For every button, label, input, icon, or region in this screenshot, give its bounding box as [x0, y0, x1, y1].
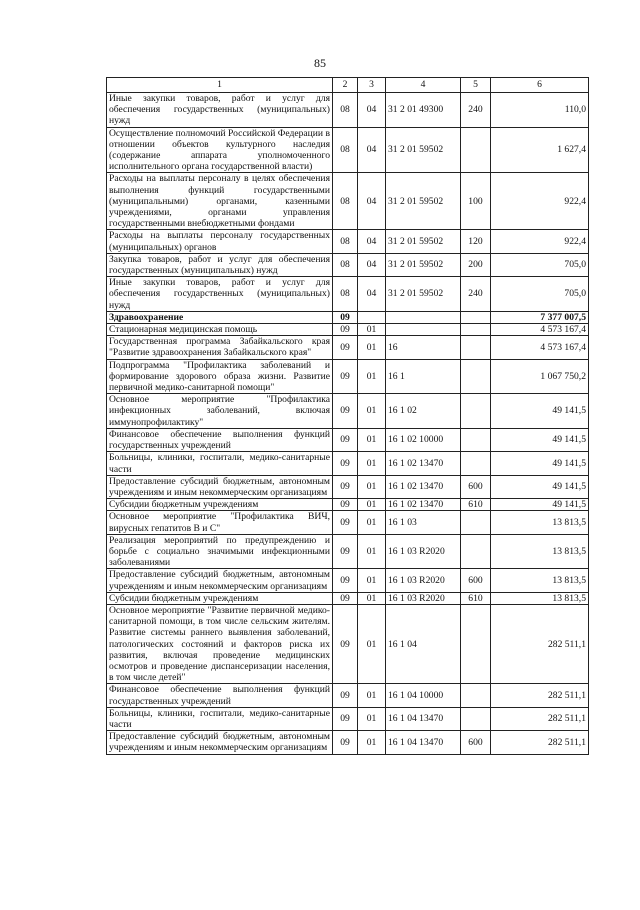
table-row: [107, 311, 589, 323]
row-amount: 922,4: [491, 230, 589, 253]
row-name: Предоставление субсидий бюджетным, автономным учреждениям и иным некоммерческим организациям: [107, 475, 333, 498]
header-cell-4: 4: [386, 78, 461, 93]
row-expense-type: [461, 684, 491, 707]
row-subsection: 01: [358, 684, 386, 707]
row-amount: 49 141,5: [491, 499, 589, 511]
row-amount: 1 067 750,2: [491, 359, 589, 394]
row-target-code: 31 2 01 59502: [386, 277, 461, 312]
row-subsection: 01: [358, 534, 386, 569]
row-section: 08: [333, 93, 358, 128]
row-target-code: 16 1 02 13470: [386, 499, 461, 511]
row-section: 09: [333, 511, 358, 534]
row-subsection: [358, 311, 386, 323]
row-target-code: [386, 311, 461, 323]
row-subsection: 01: [358, 324, 386, 336]
row-name: Субсидии бюджетным учреждениям: [107, 499, 333, 511]
row-target-code: 16 1 04 13470: [386, 707, 461, 730]
row-expense-type: [461, 604, 491, 683]
row-amount: 705,0: [491, 277, 589, 312]
row-target-code: 16 1 02 10000: [386, 428, 461, 451]
row-amount: 282 511,1: [491, 684, 589, 707]
row-section: 09: [333, 684, 358, 707]
budget-table: [106, 77, 589, 755]
row-section: 09: [333, 592, 358, 604]
header-cell-1: 1: [107, 78, 333, 93]
row-subsection: 01: [358, 592, 386, 604]
row-amount: 13 813,5: [491, 511, 589, 534]
row-amount: 1 627,4: [491, 127, 589, 173]
table-row: [107, 230, 589, 253]
row-name: Основное мероприятие "Профилактика ВИЧ, вирусных гепатитов В и С": [107, 511, 333, 534]
row-section: 08: [333, 127, 358, 173]
row-expense-type: [461, 452, 491, 475]
row-amount: 282 511,1: [491, 604, 589, 683]
row-name: Предоставление субсидий бюджетным, автономным учреждениям и иным некоммерческим организациям: [107, 731, 333, 754]
table-row: [107, 604, 589, 683]
row-subsection: 01: [358, 511, 386, 534]
row-subsection: 01: [358, 452, 386, 475]
header-cell-6: 6: [491, 78, 589, 93]
row-expense-type: 600: [461, 569, 491, 592]
row-section: 09: [333, 499, 358, 511]
table-row: [107, 731, 589, 754]
row-amount: 4 573 167,4: [491, 336, 589, 359]
table-row: [107, 394, 589, 429]
row-expense-type: 120: [461, 230, 491, 253]
row-target-code: 16 1 03 R2020: [386, 592, 461, 604]
table-row: [107, 511, 589, 534]
row-section: 08: [333, 277, 358, 312]
row-amount: 282 511,1: [491, 731, 589, 754]
table-row: [107, 93, 589, 128]
table-header-row: [107, 78, 589, 93]
row-name: Иные закупки товаров, работ и услуг для обеспечения государственных (муниципальных) нужд: [107, 93, 333, 128]
row-subsection: 04: [358, 93, 386, 128]
row-expense-type: [461, 707, 491, 730]
row-target-code: 16 1 03 R2020: [386, 569, 461, 592]
row-target-code: 16 1 04 10000: [386, 684, 461, 707]
row-section: 09: [333, 475, 358, 498]
row-expense-type: 200: [461, 253, 491, 276]
row-expense-type: [461, 127, 491, 173]
page-number: 85: [314, 56, 326, 70]
row-name: Расходы на выплаты персоналу в целях обеспечения выполнения функций государственными (муниципальными) органами, казенными учреждениями, органами управления государственными внебюджетными фондами: [107, 173, 333, 230]
row-name: Больницы, клиники, госпитали, медико-санитарные части: [107, 707, 333, 730]
row-section: 08: [333, 230, 358, 253]
row-target-code: 16 1 02: [386, 394, 461, 429]
row-expense-type: 240: [461, 277, 491, 312]
row-target-code: [386, 324, 461, 336]
row-name: Иные закупки товаров, работ и услуг для обеспечения государственных (муниципальных) нужд: [107, 277, 333, 312]
row-subsection: 01: [358, 731, 386, 754]
row-name: Закупка товаров, работ и услуг для обеспечения государственных (муниципальных) нужд: [107, 253, 333, 276]
row-name: Здравоохранение: [107, 311, 333, 323]
row-expense-type: 600: [461, 475, 491, 498]
row-section: 09: [333, 707, 358, 730]
row-expense-type: 610: [461, 592, 491, 604]
row-target-code: 16 1 02 13470: [386, 452, 461, 475]
row-section: 09: [333, 324, 358, 336]
table-row: [107, 428, 589, 451]
row-amount: 7 377 007,5: [491, 311, 589, 323]
row-section: 09: [333, 569, 358, 592]
row-name: Финансовое обеспечение выполнения функций государственных учреждений: [107, 428, 333, 451]
table-row: [107, 277, 589, 312]
row-subsection: 01: [358, 428, 386, 451]
table-row: [107, 499, 589, 511]
row-expense-type: [461, 428, 491, 451]
row-name: Государственная программа Забайкальского края "Развитие здравоохранения Забайкальского края": [107, 336, 333, 359]
row-section: 09: [333, 604, 358, 683]
header-cell-3: 3: [358, 78, 386, 93]
row-amount: 49 141,5: [491, 394, 589, 429]
row-amount: 13 813,5: [491, 592, 589, 604]
row-subsection: 04: [358, 253, 386, 276]
row-section: 08: [333, 253, 358, 276]
row-section: 09: [333, 731, 358, 754]
row-section: 09: [333, 336, 358, 359]
row-amount: 282 511,1: [491, 707, 589, 730]
row-section: 09: [333, 359, 358, 394]
row-expense-type: 100: [461, 173, 491, 230]
row-section: 09: [333, 534, 358, 569]
row-section: 09: [333, 394, 358, 429]
row-subsection: 01: [358, 569, 386, 592]
row-expense-type: 600: [461, 731, 491, 754]
row-amount: 49 141,5: [491, 428, 589, 451]
row-target-code: 31 2 01 59502: [386, 173, 461, 230]
row-target-code: 16 1 02 13470: [386, 475, 461, 498]
row-subsection: 01: [358, 359, 386, 394]
row-section: 08: [333, 173, 358, 230]
row-subsection: 04: [358, 230, 386, 253]
table-row: [107, 173, 589, 230]
row-target-code: 16 1 03: [386, 511, 461, 534]
row-target-code: 16 1 03 R2020: [386, 534, 461, 569]
row-expense-type: [461, 394, 491, 429]
row-expense-type: [461, 511, 491, 534]
row-amount: 4 573 167,4: [491, 324, 589, 336]
row-name: Расходы на выплаты персоналу государственных (муниципальных) органов: [107, 230, 333, 253]
row-name: Подпрограмма "Профилактика заболеваний и формирование здорового образа жизни. Развитие первичной медико-санитарной помощи": [107, 359, 333, 394]
row-subsection: 01: [358, 394, 386, 429]
row-section: 09: [333, 428, 358, 451]
row-subsection: 01: [358, 604, 386, 683]
row-expense-type: [461, 534, 491, 569]
row-subsection: 01: [358, 499, 386, 511]
row-amount: 13 813,5: [491, 534, 589, 569]
table-row: [107, 569, 589, 592]
header-cell-2: 2: [333, 78, 358, 93]
row-subsection: 04: [358, 127, 386, 173]
row-target-code: 31 2 01 59502: [386, 253, 461, 276]
row-name: Субсидии бюджетным учреждениям: [107, 592, 333, 604]
row-name: Осуществление полномочий Российской Федерации в отношении объектов культурного наследия (содержание аппарата уполномоченного исполнительного органа государственной власти): [107, 127, 333, 173]
table-row: [107, 359, 589, 394]
row-expense-type: 240: [461, 93, 491, 128]
row-amount: 49 141,5: [491, 452, 589, 475]
row-expense-type: [461, 359, 491, 394]
row-expense-type: [461, 336, 491, 359]
row-amount: 705,0: [491, 253, 589, 276]
table-row: [107, 324, 589, 336]
row-amount: 922,4: [491, 173, 589, 230]
row-subsection: 01: [358, 707, 386, 730]
row-name: Основное мероприятие "Профилактика инфекционных заболеваний, включая иммунопрофилактику": [107, 394, 333, 429]
row-subsection: 01: [358, 475, 386, 498]
row-expense-type: [461, 311, 491, 323]
row-target-code: 31 2 01 59502: [386, 127, 461, 173]
row-target-code: 16: [386, 336, 461, 359]
row-amount: 13 813,5: [491, 569, 589, 592]
row-target-code: 31 2 01 49300: [386, 93, 461, 128]
header-cell-5: 5: [461, 78, 491, 93]
row-name: Стационарная медицинская помощь: [107, 324, 333, 336]
row-amount: 110,0: [491, 93, 589, 128]
row-target-code: 16 1 04 13470: [386, 731, 461, 754]
row-subsection: 04: [358, 277, 386, 312]
row-target-code: 16 1 04: [386, 604, 461, 683]
row-section: 09: [333, 311, 358, 323]
table-row: [107, 336, 589, 359]
table-row: [107, 592, 589, 604]
row-section: 09: [333, 452, 358, 475]
row-expense-type: [461, 324, 491, 336]
row-amount: 49 141,5: [491, 475, 589, 498]
row-subsection: 01: [358, 336, 386, 359]
row-name: Предоставление субсидий бюджетным, автономным учреждениям и иным некоммерческим организациям: [107, 569, 333, 592]
table-row: [107, 452, 589, 475]
row-name: Финансовое обеспечение выполнения функций государственных учреждений: [107, 684, 333, 707]
table-row: [107, 534, 589, 569]
table-row: [107, 253, 589, 276]
table-row: [107, 475, 589, 498]
table-row: [107, 684, 589, 707]
row-subsection: 04: [358, 173, 386, 230]
row-name: Реализация мероприятий по предупреждению и борьбе с социально значимыми инфекционными заболеваниями: [107, 534, 333, 569]
table-row: [107, 127, 589, 173]
row-expense-type: 610: [461, 499, 491, 511]
row-target-code: 16 1: [386, 359, 461, 394]
row-target-code: 31 2 01 59502: [386, 230, 461, 253]
table-row: [107, 707, 589, 730]
row-name: Больницы, клиники, госпитали, медико-санитарные части: [107, 452, 333, 475]
row-name: Основное мероприятие "Развитие первичной медико-санитарной помощи, в том числе сельским жителям. Развитие системы раннего выявления заболеваний, патологических состояний и факторов риска их развития, включая проведение медицинских осмотров и проведение диспансеризации населения, в том числе детей": [107, 604, 333, 683]
